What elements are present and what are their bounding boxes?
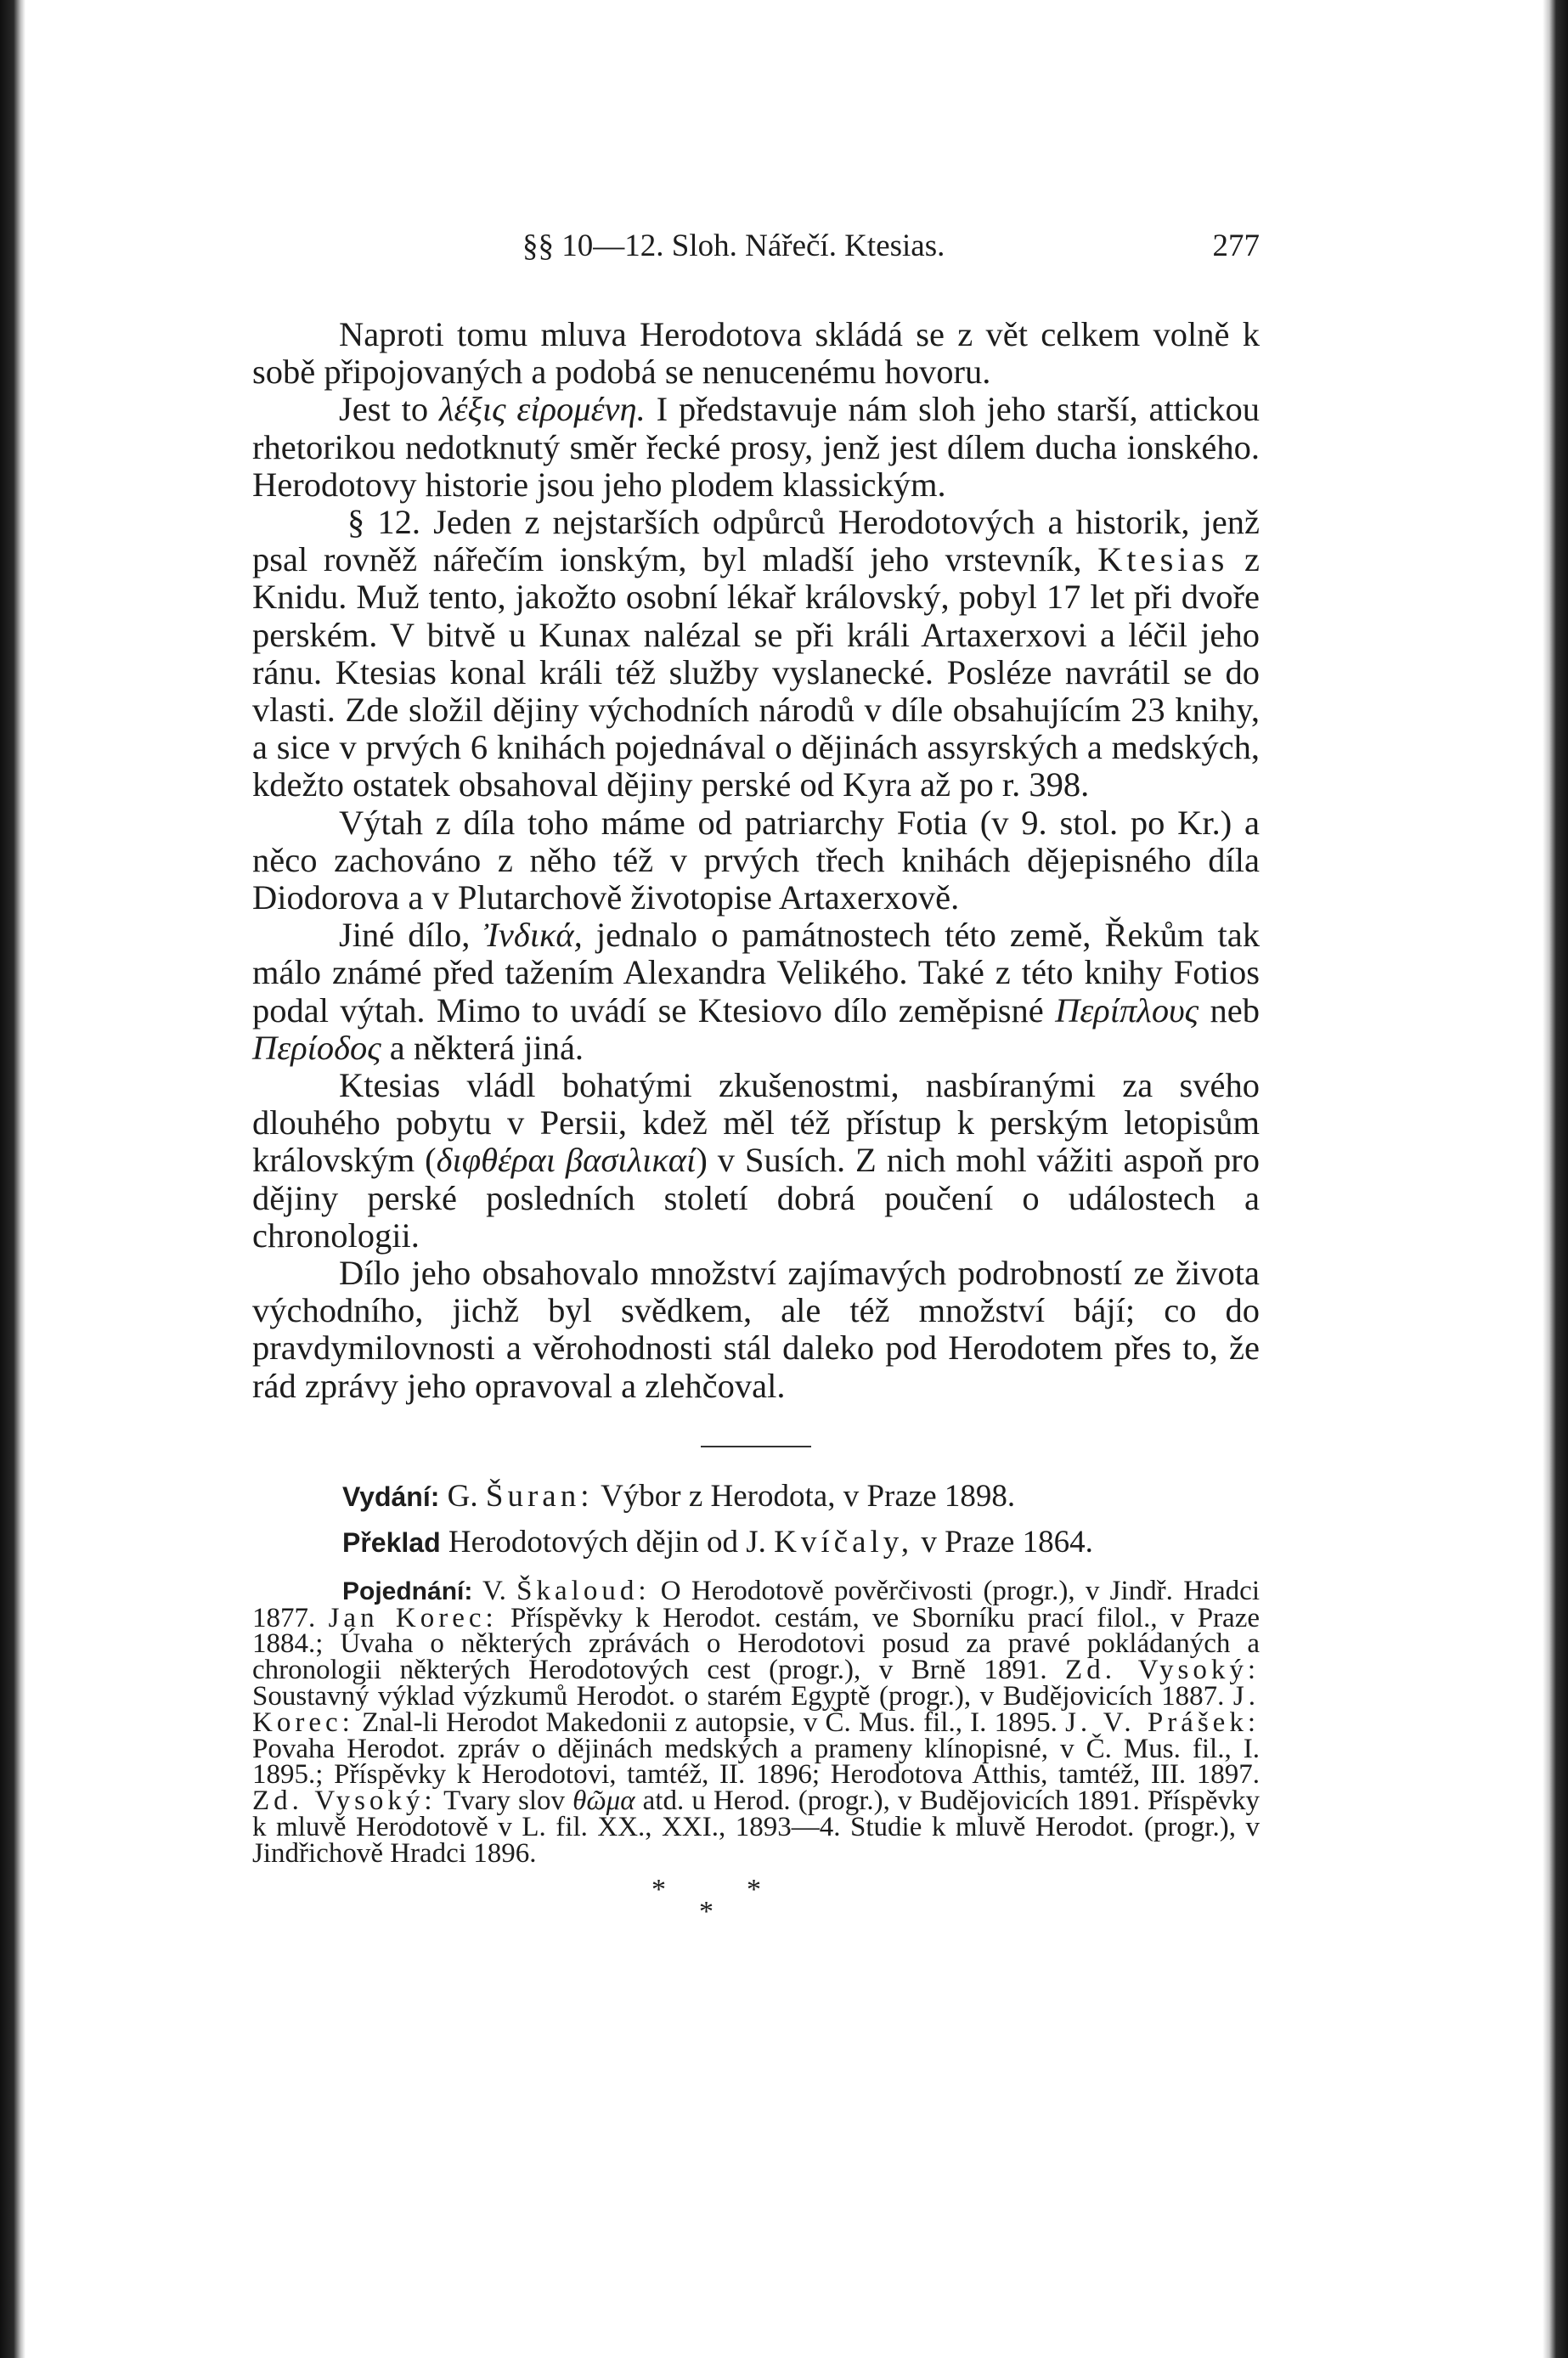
greek-term: Ἰνδικά, bbox=[483, 916, 583, 955]
greek-term: διφθέραι βασιλικαί bbox=[436, 1141, 697, 1180]
section-mark: § 12. bbox=[347, 503, 420, 542]
running-title: §§ 10—12. Sloh. Nářečí. Ktesias. bbox=[522, 228, 945, 263]
asterism-ornament bbox=[252, 1874, 1260, 1942]
biblio-label: Pojednání: bbox=[342, 1577, 473, 1605]
asterism-star: * bbox=[747, 1873, 761, 1905]
biblio-label: Vydání: bbox=[342, 1481, 440, 1512]
main-text bbox=[252, 316, 1260, 1405]
paragraph-vytah: Výtah z díla toho máme od patriarchy Fotia (v 9. stol. po Kr.) a něco zachováno z něho též v prvých třech knihách dějepisného díla Diodorova a v Plutarchově životopise Artaxerxově. bbox=[252, 803, 1260, 917]
paragraph-mluva: Naproti tomu mluva Herodotova skládá se z vět celkem volně k sobě připojovaných a podobá se nenucenému hovoru. bbox=[252, 315, 1260, 392]
paragraph-jine-dilo: Jiné dílo, Ἰνδικά, jednalo o památnostech této země, Řekům tak málo známé před tažením Alexandra Velikého. Také z této knihy Fotios podal výtah. Mimo to uvádí se Ktesiovo dílo zeměpisné Περίπλους neb Περίοδος a některá jiná. bbox=[252, 916, 1260, 1067]
biblio-pojednani: Pojednání: V. Škaloud: O Herodotově pověrčivosti (progr.), v Jindř. Hradci 1877. Jan Korec: Příspěvky k Herodot. cestám, ve Sborníku prací filol., v Praze 1884.; Úvaha o některých zprávách o Herodotovi posud za pravé pokládaných a chronologii některých Herodotových cest (progr.), v Brně 1891. Zd. Vysoký: Soustavný výklad výzkumů Herodot. o starém Egyptě (progr.), v Budějovicích 1887. J. Korec: Znal-li Herodot Makedonii z autopsie, v Č. Mus. fil., I. 1895. J. V. Prášek: Povaha Herodot. zpráv o dějinách medských a prameny klínopisné, v Č. Mus. fil., I. 1895.; Příspěvky k Herodotovi, tamtéž, II. 1896; Herodotova Atthis, tamtéž, III. 1897. Zd. Vysoký: Tvary slov θῶμα atd. u Herod. (progr.), v Budějovicích 1891. Příspěvky k mluvě Herodotově v L. fil. XX., XXI., 1893—4. Studie k mluvě Herodot. (progr.), v Jindřichově Hradci 1896. bbox=[252, 1575, 1260, 1869]
biblio-label: Překlad bbox=[342, 1526, 441, 1558]
paragraph-dilo-jeho: Dílo jeho obsahovalo množství zajímavých podrobností ze života východního, jichž byl svědkem, ale též množství bájí; co do pravdymilovnosti a věrohodnosti stál daleko pod Herodotem přes to, že rád zprávy jeho opravoval a zlehčoval. bbox=[252, 1254, 1260, 1405]
paragraph-ktesias-vladl: Ktesias vládl bohatými zkušenostmi, nasbíranými za svého dlouhého pobytu v Persii, kdež měl též přístup k perským letopisům královským (διφθέραι βασιλικαί) v Susích. Z nich mohl vážiti aspoň pro dějiny perské posledních století dobrá poučení o událostech a chronologii. bbox=[252, 1066, 1260, 1255]
book-binding-left-edge bbox=[0, 0, 25, 2358]
book-binding-right-edge bbox=[1543, 0, 1568, 2358]
bibliography-pojednani bbox=[252, 1575, 1260, 1869]
name-ktesias: Ktesias bbox=[1097, 540, 1229, 579]
asterism-star: * bbox=[651, 1873, 666, 1905]
bibliography bbox=[252, 1480, 1260, 1560]
paragraph-section-12: § 12. Jeden z nejstarších odpůrců Herodotových a historik, jenž psal rovněž nářečím ionským, byl mladší jeho vrstevník, Ktesias z Knidu. Muž tento, jakožto osobní lékař královský, pobyl 17 let při dvoře perském. V bitvě u Kunax nalézal se při králi Artaxerxovi a léčil jeho ránu. Ktesias konal králi též služby vyslanecké. Posléze navrátil se do vlasti. Zde složil dějiny východních národů v díle obsahujícím 23 knihy, a sice v prvých 6 knihách pojednával o dějinách assyrských a medských, kdežto ostatek obsahoval dějiny perské od Kyra až po r. 398. bbox=[252, 503, 1261, 804]
paragraph-sloh: Jest to λέξις εἰρομένη. I představuje nám sloh jeho starší, attickou rhetorikou nedotknutý směr řecké prosy, jenž jest dílem ducha ionského. Herodotovy historie jsou jeho plodem klassickým. bbox=[252, 390, 1260, 504]
greek-term: λέξις εἰρομένη. bbox=[438, 390, 646, 429]
greek-term: Περίοδος bbox=[252, 1028, 381, 1067]
page-number: 277 bbox=[1212, 228, 1260, 263]
running-header bbox=[252, 212, 1260, 280]
book-page bbox=[252, 212, 1260, 1942]
biblio-preklad: Překlad Herodotových dějin od J. Kvíčaly, v Praze 1864. bbox=[342, 1524, 1093, 1560]
greek-term: Περίπλους bbox=[1055, 990, 1199, 1030]
biblio-vydani: Vydání: G. Šuran: Výbor z Herodota, v Praze 1898. bbox=[342, 1478, 1016, 1514]
asterism-star: * bbox=[699, 1895, 713, 1927]
divider-rule bbox=[701, 1446, 811, 1447]
greek-term: θῶμα bbox=[572, 1785, 635, 1817]
